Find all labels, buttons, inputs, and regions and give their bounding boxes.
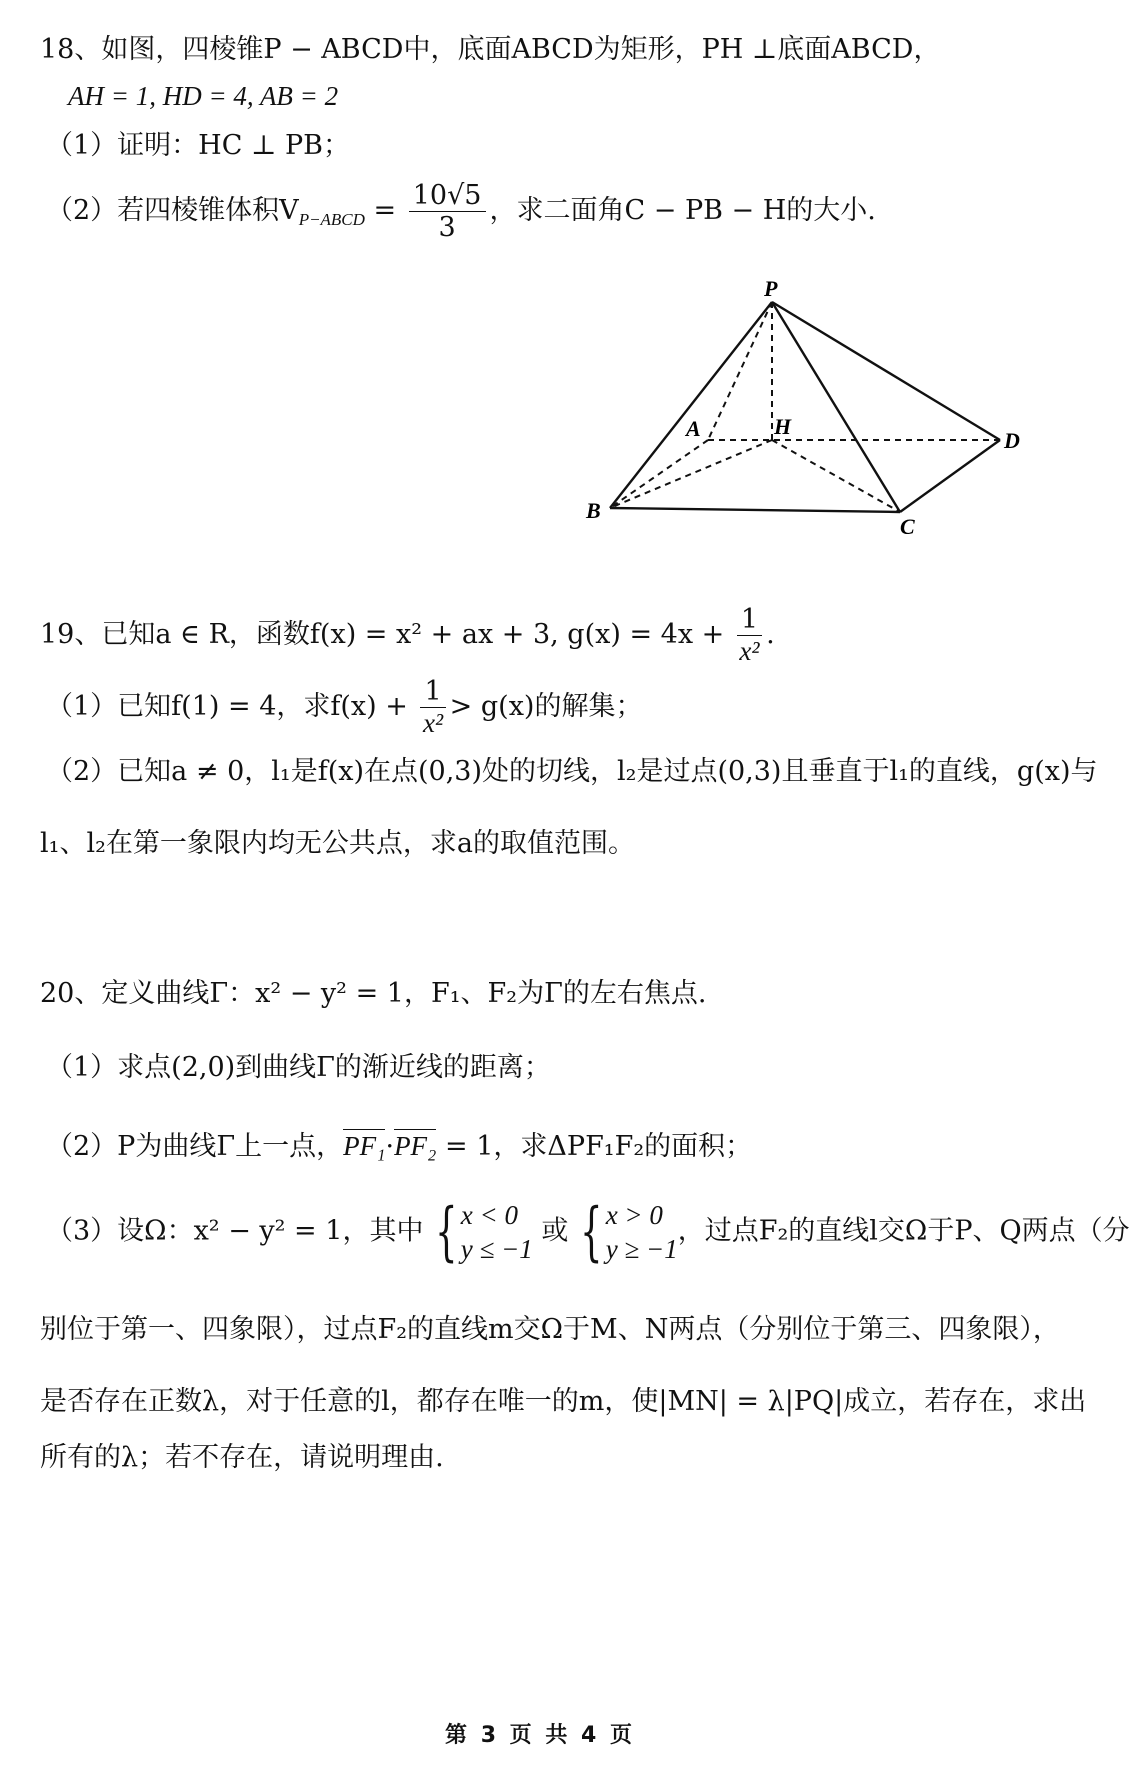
q20-system2-a: x > 0	[605, 1200, 663, 1230]
q20-part3-suffix: ，过点F₂的直线l交Ω于P、Q两点（分	[677, 1215, 1130, 1247]
q20-part3-line4: 所有的λ；若不存在，请说明理由.	[40, 1442, 444, 1473]
q20-part3-line2: 别位于第一、四象限），过点F₂的直线m交Ω于M、N两点（分别位于第三、四象限），	[40, 1314, 1060, 1345]
q20-part3-line1	[46, 1195, 1130, 1269]
page-footer: 第 3 页 共 4 页	[445, 1723, 635, 1748]
brace-icon: {	[580, 1195, 603, 1269]
label-P: P	[764, 276, 778, 301]
q18-given: AH = 1, HD = 4, AB = 2	[68, 81, 339, 111]
edge-HB	[610, 440, 772, 508]
q20-part2	[46, 1128, 752, 1165]
q19-stem-numerator: 1	[737, 604, 762, 636]
label-H: H	[774, 414, 792, 439]
q20-part2-prefix: （2）P为曲线Γ上一点，	[46, 1131, 344, 1162]
q20-system-1	[432, 1195, 533, 1269]
q20-part1: （1）求点(2,0)到曲线Γ的渐近线的距离；	[46, 1052, 551, 1083]
q19-stem-prefix: 19、已知a ∈ R，函数f(x) = x² + ax + 3, g(x) = 4x +	[40, 619, 725, 651]
q18-volume-fraction	[409, 180, 486, 243]
q18-part2-subscript: P−ABCD	[298, 210, 365, 230]
label-D: D	[1004, 428, 1020, 453]
q18-volume-numerator: 10√5	[409, 180, 486, 212]
q18-volume-denominator: 3	[438, 212, 456, 244]
brace-icon: {	[435, 1195, 458, 1269]
q20-system-2	[577, 1195, 678, 1269]
label-B: B	[586, 498, 601, 523]
q19-stem	[40, 604, 775, 667]
q18-part2-prefix: （2）若四棱锥体积V	[46, 195, 299, 227]
q20-part3-prefix: （3）设Ω：x² − y² = 1，其中	[46, 1215, 424, 1247]
q18-part2	[46, 180, 876, 243]
edge-CD	[900, 440, 1000, 512]
edge-HC	[772, 440, 900, 512]
q18-stem: 18、如图，四棱锥P − ABCD中，底面ABCD为矩形，PH ⊥底面ABCD，	[40, 34, 941, 65]
q19-stem-fraction	[737, 604, 762, 667]
q19-part1-numerator: 1	[420, 676, 445, 708]
q20-dot: ·	[385, 1131, 395, 1162]
q19-part1-denominator: x²	[423, 708, 444, 739]
edge-PC	[772, 302, 900, 512]
q19-part1-suffix: > g(x)的解集；	[449, 691, 643, 723]
edge-PB	[610, 302, 772, 508]
q18-part1: （1）证明：HC ⊥ PB；	[46, 130, 350, 161]
edge-BC	[610, 508, 900, 512]
q20-vector-pf2: PF₂	[394, 1131, 437, 1161]
q20-part3-line3: 是否存在正数λ，对于任意的l，都存在唯一的m，使|MN| = λ|PQ|成立，若存在，求出	[40, 1386, 1087, 1417]
edge-PD	[772, 302, 1000, 440]
q19-part1-prefix: （1）已知f(1) = 4，求f(x) +	[46, 691, 408, 723]
q20-stem: 20、定义曲线Γ：x² − y² = 1，F₁、F₂为Γ的左右焦点.	[40, 978, 707, 1009]
q19-part1-fraction	[420, 676, 445, 739]
q19-part2-line1: （2）已知a ≠ 0，l₁是f(x)在点(0,3)处的切线，l₂是过点(0,3)且垂直于l₁的直线，g(x)与	[46, 756, 1098, 787]
q20-or: 或	[541, 1215, 569, 1247]
label-C: C	[900, 514, 915, 539]
q19-stem-denominator: x²	[739, 636, 760, 667]
q19-part1	[46, 676, 642, 739]
q20-part2-suffix: = 1，求ΔPF₁F₂的面积；	[436, 1131, 753, 1162]
q18-part2-suffix: ，求二面角C − PB − H的大小.	[489, 195, 876, 227]
pyramid-figure	[560, 276, 1040, 540]
q20-system1-b: y ≤ −1	[460, 1234, 533, 1264]
edge-AB	[610, 440, 708, 508]
q19-stem-suffix: .	[766, 619, 775, 651]
label-A: A	[686, 416, 701, 441]
q19-part2-line2: l₁、l₂在第一象限内均无公共点，求a的取值范围。	[40, 828, 636, 859]
q18-part2-eq: =	[364, 195, 397, 227]
q20-system1-a: x < 0	[460, 1200, 518, 1230]
q20-system2-b: y ≥ −1	[605, 1234, 678, 1264]
q20-vector-pf1: PF₁	[343, 1131, 386, 1161]
